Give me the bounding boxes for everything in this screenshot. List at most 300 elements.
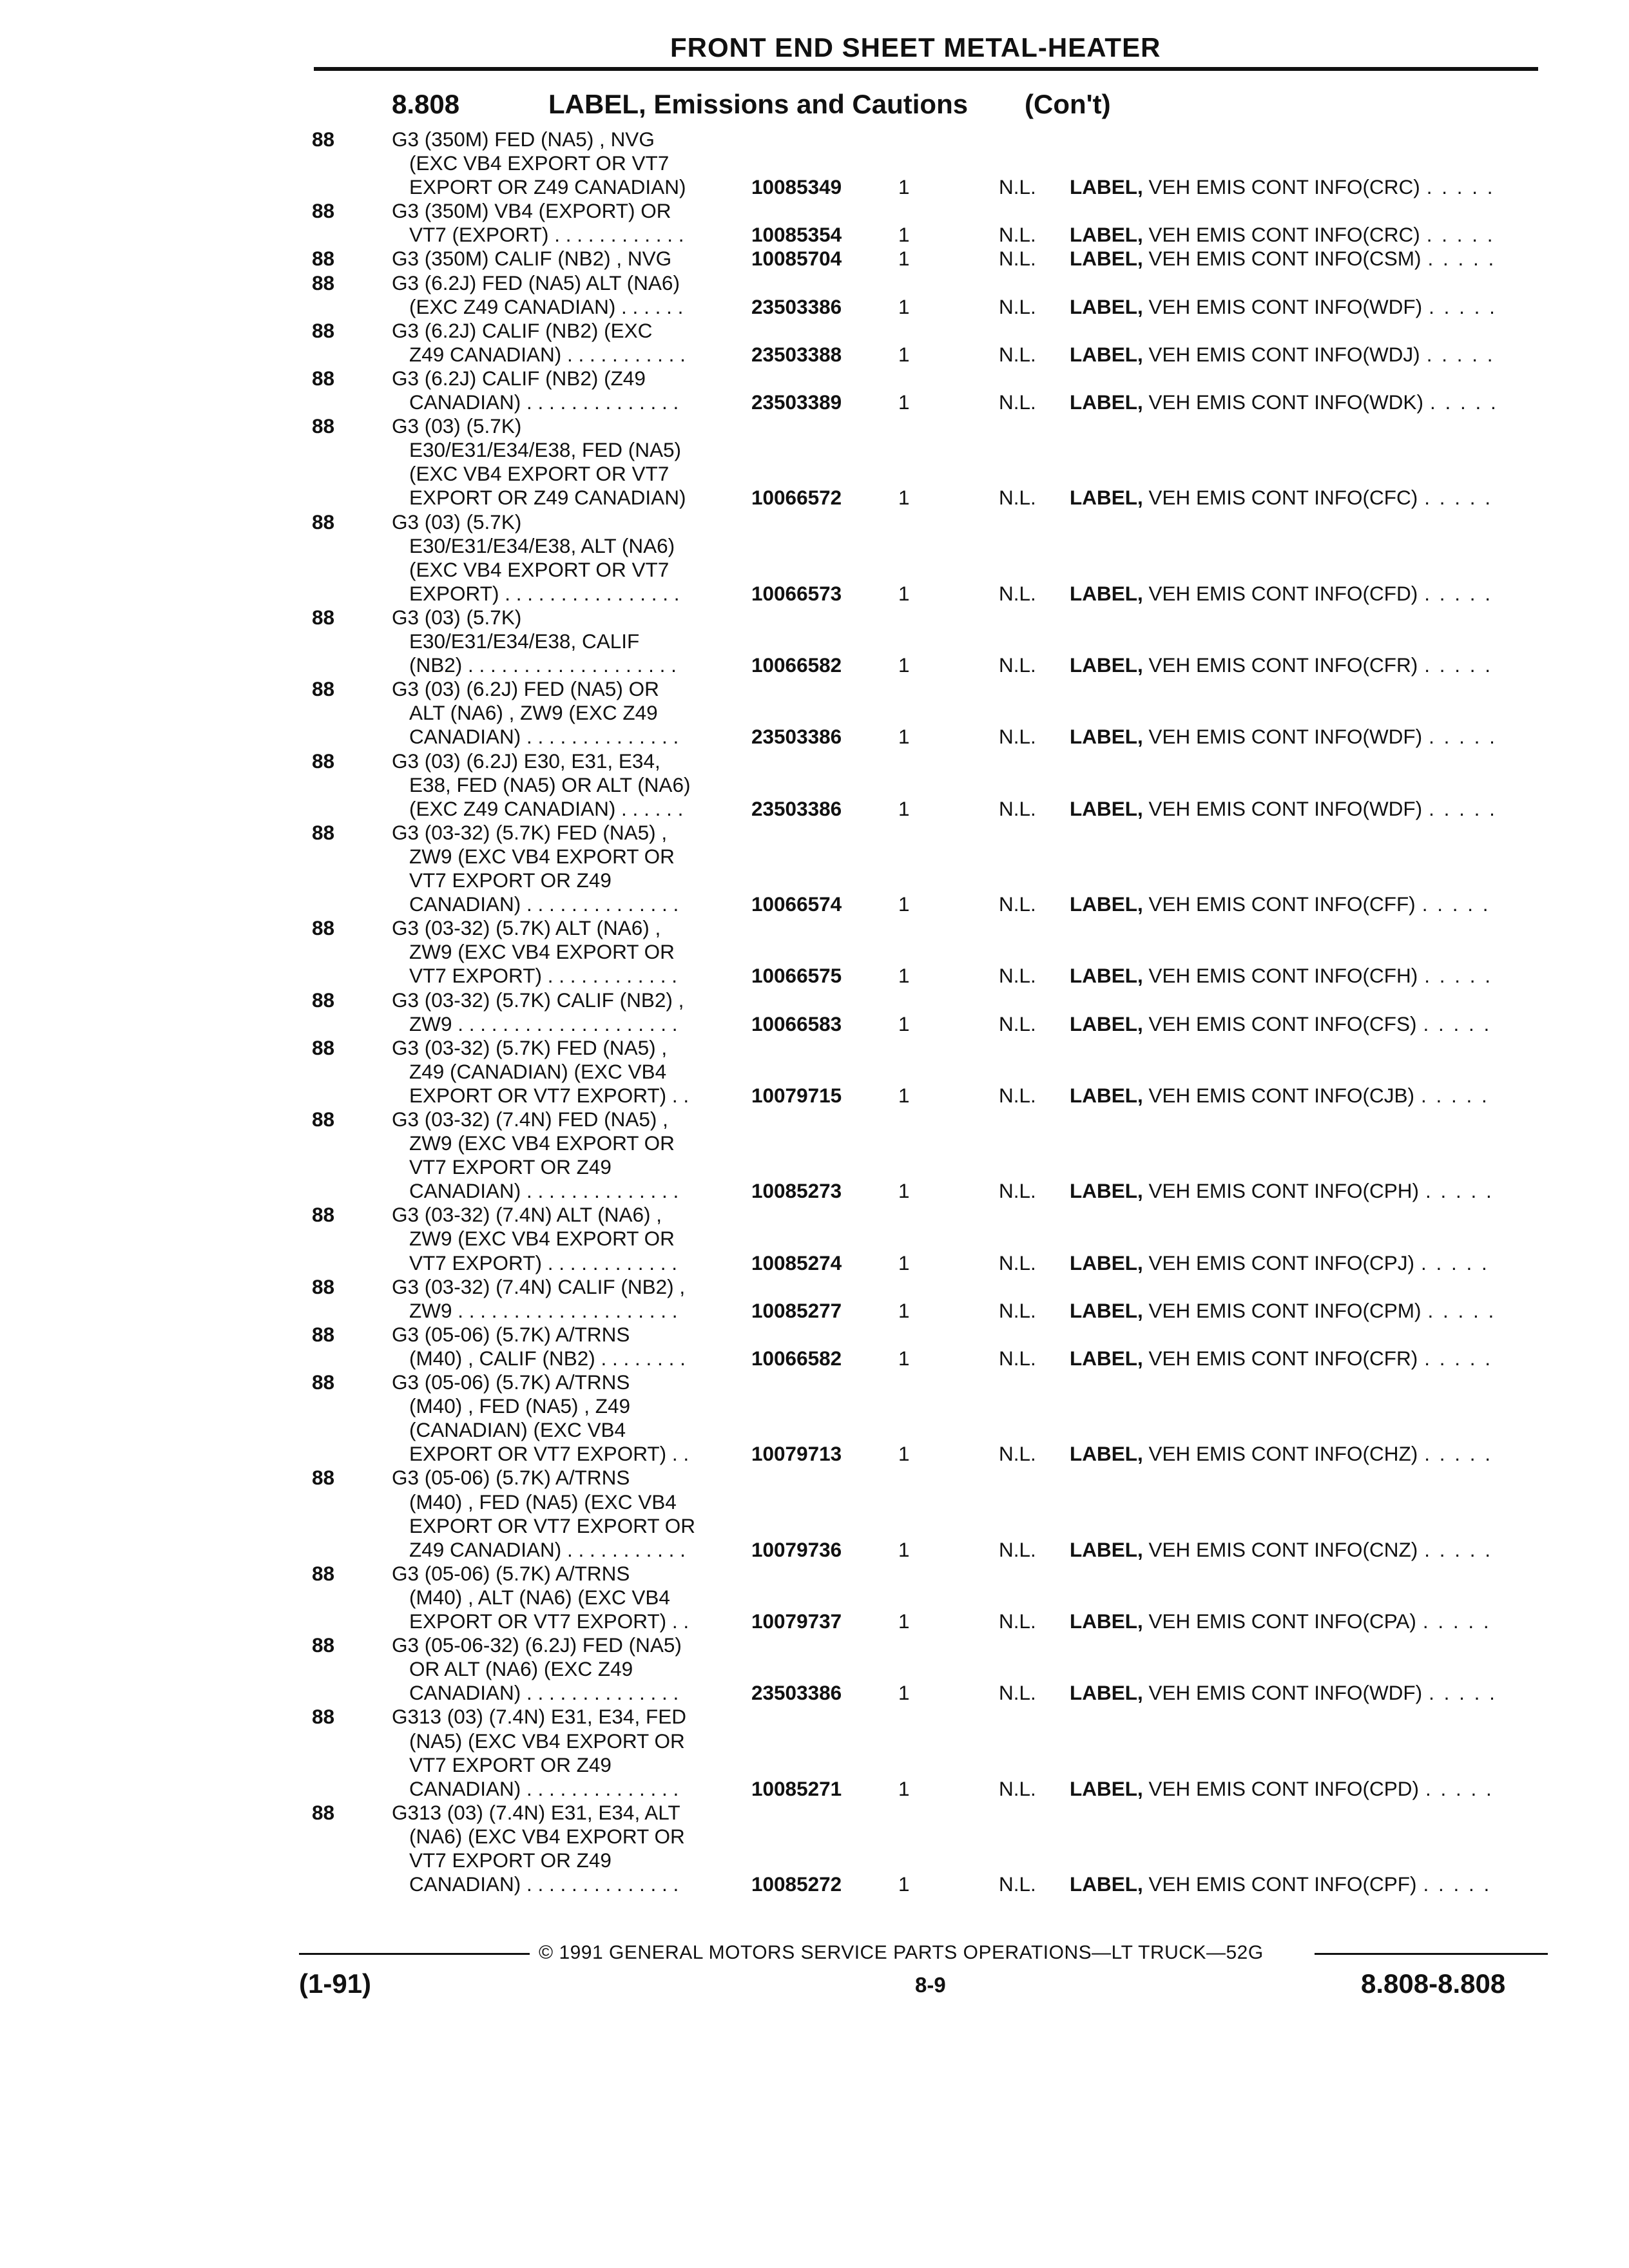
page-title: FRONT END SHEET METAL-HEATER [670, 32, 1161, 62]
part-name-keyword: LABEL, [1070, 342, 1143, 366]
quantity: 1 [898, 1872, 910, 1896]
description-line: VT7 EXPORT OR Z49 [409, 1753, 612, 1776]
quantity: 1 [898, 653, 910, 677]
part-row [0, 1370, 1629, 1466]
dot-leader: . . . . . [1423, 1872, 1492, 1896]
nl-code: N.L. [999, 175, 1036, 199]
dot-leader: . . . . . [1424, 653, 1492, 677]
part-name [1070, 1442, 1492, 1466]
ref-number: 88 [312, 1800, 335, 1824]
quantity: 1 [898, 1776, 910, 1800]
part-name-keyword: LABEL, [1070, 1776, 1143, 1800]
nl-code: N.L. [999, 1776, 1036, 1800]
quantity: 1 [898, 1012, 910, 1035]
part-number: 10079736 [751, 1537, 842, 1561]
part-name [1070, 1538, 1492, 1562]
nl-code: N.L. [999, 653, 1036, 677]
nl-code: N.L. [999, 1442, 1036, 1466]
footer-rule-right [1315, 1953, 1548, 1955]
section-number: 8.808 [392, 89, 460, 119]
part-row [0, 271, 1629, 319]
part-name [1070, 343, 1494, 367]
usage-description [392, 916, 677, 988]
part-name [1070, 1012, 1491, 1036]
quantity: 1 [898, 1298, 910, 1322]
part-row [0, 677, 1629, 749]
part-name-detail: VEH EMIS CONT INFO(CPF) [1148, 1872, 1417, 1896]
description-line: G3 (05-06-32) (6.2J) FED (NA5) [392, 1633, 682, 1657]
part-number: 23503388 [751, 342, 842, 366]
description-line: G3 (05-06) (5.7K) A/TRNS [392, 1466, 630, 1490]
quantity: 1 [898, 725, 910, 749]
ref-number: 88 [312, 1561, 335, 1585]
description-line: ZW9 . . . . . . . . . . . . . . . . . . . . [409, 1298, 678, 1322]
description-line: (M40) , FED (NA5) , Z49 [409, 1394, 631, 1418]
quantity: 1 [898, 1083, 910, 1107]
ref-number: 88 [312, 820, 335, 844]
part-name-keyword: LABEL, [1070, 247, 1143, 271]
part-number: 10085271 [751, 1776, 842, 1800]
description-line: CANADIAN) . . . . . . . . . . . . . . [409, 390, 679, 414]
nl-code: N.L. [999, 342, 1036, 366]
part-name-keyword: LABEL, [1070, 1012, 1143, 1035]
part-name-keyword: LABEL, [1070, 1442, 1143, 1466]
ref-number: 88 [312, 1466, 335, 1490]
part-number: 10066572 [751, 486, 842, 510]
part-number: 10066582 [751, 1346, 842, 1370]
part-name-detail: VEH EMIS CONT INFO(CJB) [1148, 1083, 1414, 1107]
nl-code: N.L. [999, 1251, 1036, 1274]
description-line: (NB2) . . . . . . . . . . . . . . . . . . . [409, 653, 677, 677]
dot-leader: . . . . . [1429, 725, 1497, 749]
usage-description [392, 988, 684, 1036]
part-name [1070, 1299, 1496, 1323]
description-line: G3 (03) (5.7K) [392, 414, 522, 438]
usage-description [392, 247, 671, 271]
description-line: G313 (03) (7.4N) E31, E34, ALT [392, 1800, 680, 1824]
dot-leader: . . . . . [1423, 1012, 1492, 1035]
ref-number: 88 [312, 1274, 335, 1298]
part-name [1070, 892, 1490, 916]
part-row [0, 1466, 1629, 1561]
dot-leader: . . . . . [1429, 294, 1497, 318]
quantity: 1 [898, 342, 910, 366]
description-line: EXPORT OR Z49 CANADIAN) [409, 175, 686, 199]
description-line: G3 (03) (6.2J) E30, E31, E34, [392, 749, 660, 773]
usage-description [392, 414, 686, 510]
part-name-detail: VEH EMIS CONT INFO(WDF) [1148, 294, 1423, 318]
nl-code: N.L. [999, 1083, 1036, 1107]
part-number: 10085274 [751, 1251, 842, 1274]
part-name-keyword: LABEL, [1070, 390, 1143, 414]
dot-leader: . . . . . [1424, 1442, 1492, 1466]
description-line: EXPORT OR VT7 EXPORT OR [409, 1514, 696, 1537]
dot-leader: . . . . . [1424, 581, 1492, 605]
part-row [0, 1203, 1629, 1274]
part-name-detail: VEH EMIS CONT INFO(CFR) [1148, 1346, 1418, 1370]
usage-description [392, 821, 679, 916]
nl-code: N.L. [999, 725, 1036, 749]
part-name-detail: VEH EMIS CONT INFO(CPD) [1148, 1776, 1419, 1800]
usage-description [392, 677, 679, 749]
part-row [0, 510, 1629, 606]
part-name-keyword: LABEL, [1070, 725, 1143, 749]
part-name [1070, 295, 1497, 319]
description-line: CANADIAN) . . . . . . . . . . . . . . [409, 1872, 679, 1896]
usage-description [392, 1562, 689, 1633]
part-name-detail: VEH EMIS CONT INFO(WDK) [1148, 390, 1423, 414]
ref-number: 88 [312, 677, 335, 701]
dot-leader: . . . . . [1426, 175, 1495, 199]
section-continued: (Con't) [1025, 89, 1111, 119]
part-name-keyword: LABEL, [1070, 653, 1143, 677]
part-name-keyword: LABEL, [1070, 1872, 1143, 1896]
part-name [1070, 1872, 1491, 1896]
dot-leader: . . . . . [1429, 796, 1497, 820]
part-name-detail: VEH EMIS CONT INFO(CPA) [1148, 1610, 1416, 1633]
nl-code: N.L. [999, 486, 1036, 510]
usage-description [392, 749, 690, 821]
description-line: (M40) , CALIF (NB2) . . . . . . . . [409, 1346, 686, 1370]
part-name [1070, 1179, 1494, 1203]
part-number: 10085704 [751, 247, 842, 271]
usage-description [392, 510, 680, 606]
description-line: G3 (03-32) (5.7K) FED (NA5) , [392, 820, 668, 844]
part-name [1070, 1777, 1494, 1801]
part-row [0, 1323, 1629, 1370]
part-name-detail: VEH EMIS CONT INFO(CNZ) [1148, 1537, 1418, 1561]
description-line: G3 (03-32) (5.7K) ALT (NA6) , [392, 916, 661, 940]
usage-description [392, 1108, 679, 1203]
ref-number: 88 [312, 247, 335, 271]
description-line: ZW9 (EXC VB4 EXPORT OR [409, 844, 675, 868]
description-line: (EXC Z49 CANADIAN) . . . . . . [409, 796, 684, 820]
nl-code: N.L. [999, 892, 1036, 916]
quantity: 1 [898, 1179, 910, 1203]
part-name [1070, 653, 1492, 677]
dot-leader: . . . . . [1427, 247, 1496, 271]
part-name-keyword: LABEL, [1070, 1179, 1143, 1203]
part-row [0, 199, 1629, 247]
part-name [1070, 223, 1494, 247]
part-number: 10066574 [751, 892, 842, 916]
nl-code: N.L. [999, 964, 1036, 988]
part-row [0, 1633, 1629, 1705]
nl-code: N.L. [999, 294, 1036, 318]
description-line: (NA5) (EXC VB4 EXPORT OR [409, 1729, 685, 1753]
ref-number: 88 [312, 1035, 335, 1059]
part-number: 10085277 [751, 1298, 842, 1322]
footer-date: (1-91) [299, 1968, 372, 1999]
dot-leader: . . . . . [1425, 1179, 1494, 1203]
description-line: G313 (03) (7.4N) E31, E34, FED [392, 1705, 686, 1729]
part-row [0, 821, 1629, 916]
usage-description [392, 1370, 689, 1466]
part-name-detail: VEH EMIS CONT INFO(CPJ) [1148, 1251, 1414, 1274]
part-name [1070, 582, 1492, 606]
part-row [0, 1108, 1629, 1203]
description-line: (EXC VB4 EXPORT OR VT7 [409, 557, 670, 581]
description-line: G3 (05-06) (5.7K) A/TRNS [392, 1322, 630, 1346]
quantity: 1 [898, 1537, 910, 1561]
description-line: ZW9 (EXC VB4 EXPORT OR [409, 940, 675, 964]
part-row [0, 988, 1629, 1036]
part-name-detail: VEH EMIS CONT INFO(WDF) [1148, 1681, 1423, 1705]
part-name [1070, 725, 1497, 749]
description-line: G3 (03-32) (5.7K) CALIF (NB2) , [392, 988, 684, 1012]
description-line: CANADIAN) . . . . . . . . . . . . . . [409, 1776, 679, 1800]
part-name-keyword: LABEL, [1070, 1681, 1143, 1705]
part-name-detail: VEH EMIS CONT INFO(CSM) [1148, 247, 1422, 271]
description-line: G3 (03) (5.7K) [392, 510, 522, 533]
quantity: 1 [898, 581, 910, 605]
description-line: (NA6) (EXC VB4 EXPORT OR [409, 1824, 685, 1848]
dot-leader: . . . . . [1425, 1776, 1494, 1800]
ref-number: 88 [312, 1370, 335, 1394]
description-line: Z49 CANADIAN) . . . . . . . . . . . [409, 342, 686, 366]
dot-leader: . . . . . [1427, 1298, 1496, 1322]
ref-number: 88 [312, 510, 335, 533]
part-number: 23503386 [751, 294, 842, 318]
quantity: 1 [898, 892, 910, 916]
part-name [1070, 964, 1492, 988]
part-row [0, 1275, 1629, 1323]
description-line: E30/E31/E34/E38, ALT (NA6) [409, 533, 675, 557]
part-name [1070, 247, 1496, 271]
ref-number: 88 [312, 318, 335, 342]
part-row [0, 367, 1629, 414]
part-name-detail: VEH EMIS CONT INFO(CPH) [1148, 1179, 1419, 1203]
dot-leader: . . . . . [1424, 964, 1492, 988]
part-row [0, 128, 1629, 199]
part-name [1070, 175, 1494, 199]
part-name [1070, 390, 1498, 414]
part-number: 10085349 [751, 175, 842, 199]
nl-code: N.L. [999, 581, 1036, 605]
part-number: 10079713 [751, 1442, 842, 1466]
dot-leader: . . . . . [1429, 390, 1498, 414]
description-line: E38, FED (NA5) OR ALT (NA6) [409, 773, 691, 796]
part-name-detail: VEH EMIS CONT INFO(WDF) [1148, 725, 1423, 749]
usage-description [392, 1466, 695, 1561]
part-number: 10066575 [751, 964, 842, 988]
description-line: CANADIAN) . . . . . . . . . . . . . . [409, 1179, 679, 1203]
ref-number: 88 [312, 1322, 335, 1346]
part-row [0, 1562, 1629, 1633]
description-line: ZW9 . . . . . . . . . . . . . . . . . . . . [409, 1012, 678, 1035]
description-line: EXPORT OR Z49 CANADIAN) [409, 486, 686, 510]
ref-number: 88 [312, 749, 335, 773]
footer-copyright: © 1991 GENERAL MOTORS SERVICE PARTS OPERATIONS—LT TRUCK—52G [539, 1942, 1264, 1963]
description-line: G3 (6.2J) FED (NA5) ALT (NA6) [392, 271, 680, 294]
part-name [1070, 1347, 1492, 1370]
part-name-keyword: LABEL, [1070, 223, 1143, 247]
parts-list [0, 128, 1629, 1896]
nl-code: N.L. [999, 1298, 1036, 1322]
ref-number: 88 [312, 366, 335, 390]
description-line: G3 (03) (6.2J) FED (NA5) OR [392, 677, 659, 701]
nl-code: N.L. [999, 1610, 1036, 1633]
part-name-keyword: LABEL, [1070, 964, 1143, 988]
description-line: G3 (03-32) (7.4N) ALT (NA6) , [392, 1203, 662, 1227]
part-row [0, 749, 1629, 821]
part-number: 10066582 [751, 653, 842, 677]
nl-code: N.L. [999, 1537, 1036, 1561]
description-line: Z49 CANADIAN) . . . . . . . . . . . [409, 1537, 686, 1561]
description-line: EXPORT OR VT7 EXPORT) . . [409, 1083, 689, 1107]
quantity: 1 [898, 964, 910, 988]
part-name [1070, 1681, 1497, 1705]
description-line: EXPORT OR VT7 EXPORT) . . [409, 1610, 689, 1633]
usage-description [392, 1633, 682, 1705]
part-name-keyword: LABEL, [1070, 1251, 1143, 1274]
part-number: 23503386 [751, 796, 842, 820]
part-row [0, 606, 1629, 677]
part-row [0, 1705, 1629, 1800]
ref-number: 88 [312, 916, 335, 940]
usage-description [392, 128, 686, 199]
nl-code: N.L. [999, 1346, 1036, 1370]
description-line: G3 (03-32) (7.4N) CALIF (NB2) , [392, 1274, 686, 1298]
description-line: VT7 EXPORT) . . . . . . . . . . . . [409, 1251, 678, 1274]
usage-description [392, 1801, 685, 1896]
nl-code: N.L. [999, 1681, 1036, 1705]
part-name-keyword: LABEL, [1070, 1298, 1143, 1322]
quantity: 1 [898, 1681, 910, 1705]
part-name [1070, 1251, 1489, 1275]
description-line: (CANADIAN) (EXC VB4 [409, 1418, 626, 1442]
part-name-keyword: LABEL, [1070, 175, 1143, 199]
usage-description [392, 606, 677, 677]
description-line: CANADIAN) . . . . . . . . . . . . . . [409, 725, 679, 749]
dot-leader: . . . . . [1426, 342, 1495, 366]
part-name-detail: VEH EMIS CONT INFO(CFS) [1148, 1012, 1417, 1035]
quantity: 1 [898, 294, 910, 318]
part-number: 10079737 [751, 1610, 842, 1633]
quantity: 1 [898, 223, 910, 247]
part-row [0, 916, 1629, 988]
part-name-detail: VEH EMIS CONT INFO(CHZ) [1148, 1442, 1418, 1466]
description-line: EXPORT) . . . . . . . . . . . . . . . . [409, 581, 680, 605]
quantity: 1 [898, 486, 910, 510]
part-number: 10066573 [751, 581, 842, 605]
part-number: 10066583 [751, 1012, 842, 1035]
footer-page-number: 8-9 [915, 1973, 946, 1997]
usage-description [392, 1275, 685, 1323]
description-line: VT7 EXPORT OR Z49 [409, 1849, 612, 1872]
description-line: G3 (03) (5.7K) [392, 605, 522, 629]
quantity: 1 [898, 1610, 910, 1633]
part-name [1070, 1610, 1491, 1633]
description-line: (M40) , ALT (NA6) (EXC VB4 [409, 1585, 670, 1609]
part-name-detail: VEH EMIS CONT INFO(CFR) [1148, 653, 1418, 677]
part-name [1070, 1084, 1489, 1108]
ref-number: 88 [312, 1203, 335, 1227]
quantity: 1 [898, 1251, 910, 1274]
description-line: VT7 EXPORT OR Z49 [409, 1155, 612, 1179]
part-row [0, 319, 1629, 367]
usage-description [392, 271, 683, 319]
description-line: E30/E31/E34/E38, CALIF [409, 629, 640, 653]
description-line: G3 (6.2J) CALIF (NB2) (Z49 [392, 366, 646, 390]
nl-code: N.L. [999, 390, 1036, 414]
dot-leader: . . . . . [1422, 892, 1490, 916]
quantity: 1 [898, 796, 910, 820]
part-name-keyword: LABEL, [1070, 1537, 1143, 1561]
part-name-detail: VEH EMIS CONT INFO(CRC) [1148, 223, 1420, 247]
nl-code: N.L. [999, 1012, 1036, 1035]
description-line: G3 (05-06) (5.7K) A/TRNS [392, 1370, 630, 1394]
part-number: 10085273 [751, 1179, 842, 1203]
part-name-detail: VEH EMIS CONT INFO(CFF) [1148, 892, 1416, 916]
dot-leader: . . . . . [1426, 223, 1495, 247]
usage-description [392, 1705, 686, 1800]
dot-leader: . . . . . [1420, 1251, 1489, 1274]
description-line: G3 (03-32) (7.4N) FED (NA5) , [392, 1107, 668, 1131]
section-title: LABEL, Emissions and Cautions [548, 89, 969, 119]
description-line: G3 (350M) FED (NA5) , NVG [392, 128, 655, 151]
description-line: G3 (6.2J) CALIF (NB2) (EXC [392, 318, 653, 342]
part-row [0, 1801, 1629, 1896]
part-name-detail: VEH EMIS CONT INFO(WDJ) [1148, 342, 1420, 366]
part-name-keyword: LABEL, [1070, 486, 1143, 510]
part-name [1070, 486, 1492, 510]
description-line: VT7 EXPORT) . . . . . . . . . . . . [409, 964, 678, 988]
usage-description [392, 1036, 689, 1108]
nl-code: N.L. [999, 1179, 1036, 1203]
description-line: EXPORT OR VT7 EXPORT) . . [409, 1442, 689, 1466]
quantity: 1 [898, 1346, 910, 1370]
part-number: 10085354 [751, 223, 842, 247]
part-name-keyword: LABEL, [1070, 892, 1143, 916]
ref-number: 88 [312, 988, 335, 1012]
part-name-keyword: LABEL, [1070, 1083, 1143, 1107]
usage-description [392, 319, 686, 367]
part-number: 10079715 [751, 1083, 842, 1107]
part-number: 23503386 [751, 1681, 842, 1705]
quantity: 1 [898, 390, 910, 414]
part-row [0, 414, 1629, 510]
part-name [1070, 797, 1497, 821]
dot-leader: . . . . . [1424, 486, 1492, 510]
ref-number: 88 [312, 1705, 335, 1729]
nl-code: N.L. [999, 796, 1036, 820]
part-name-keyword: LABEL, [1070, 1610, 1143, 1633]
description-line: OR ALT (NA6) (EXC Z49 [409, 1657, 633, 1681]
description-line: G3 (05-06) (5.7K) A/TRNS [392, 1561, 630, 1585]
part-name-keyword: LABEL, [1070, 796, 1143, 820]
description-line: ZW9 (EXC VB4 EXPORT OR [409, 1131, 675, 1155]
footer-rule-left [299, 1953, 530, 1955]
usage-description [392, 199, 684, 247]
part-name-detail: VEH EMIS CONT INFO(CFD) [1148, 581, 1418, 605]
nl-code: N.L. [999, 247, 1036, 271]
description-line: G3 (03-32) (5.7K) FED (NA5) , [392, 1035, 668, 1059]
quantity: 1 [898, 247, 910, 271]
description-line: (EXC VB4 EXPORT OR VT7 [409, 462, 670, 486]
footer-section-range: 8.808-8.808 [1361, 1968, 1506, 1999]
nl-code: N.L. [999, 1872, 1036, 1896]
ref-number: 88 [312, 1107, 335, 1131]
title-rule [314, 67, 1538, 71]
part-name-detail: VEH EMIS CONT INFO(WDF) [1148, 796, 1423, 820]
part-name-keyword: LABEL, [1070, 1346, 1143, 1370]
part-name-detail: VEH EMIS CONT INFO(CFH) [1148, 964, 1418, 988]
part-name-detail: VEH EMIS CONT INFO(CPM) [1148, 1298, 1422, 1322]
description-line: CANADIAN) . . . . . . . . . . . . . . [409, 1681, 679, 1705]
part-name-detail: VEH EMIS CONT INFO(CRC) [1148, 175, 1420, 199]
description-line: ZW9 (EXC VB4 EXPORT OR [409, 1227, 675, 1251]
